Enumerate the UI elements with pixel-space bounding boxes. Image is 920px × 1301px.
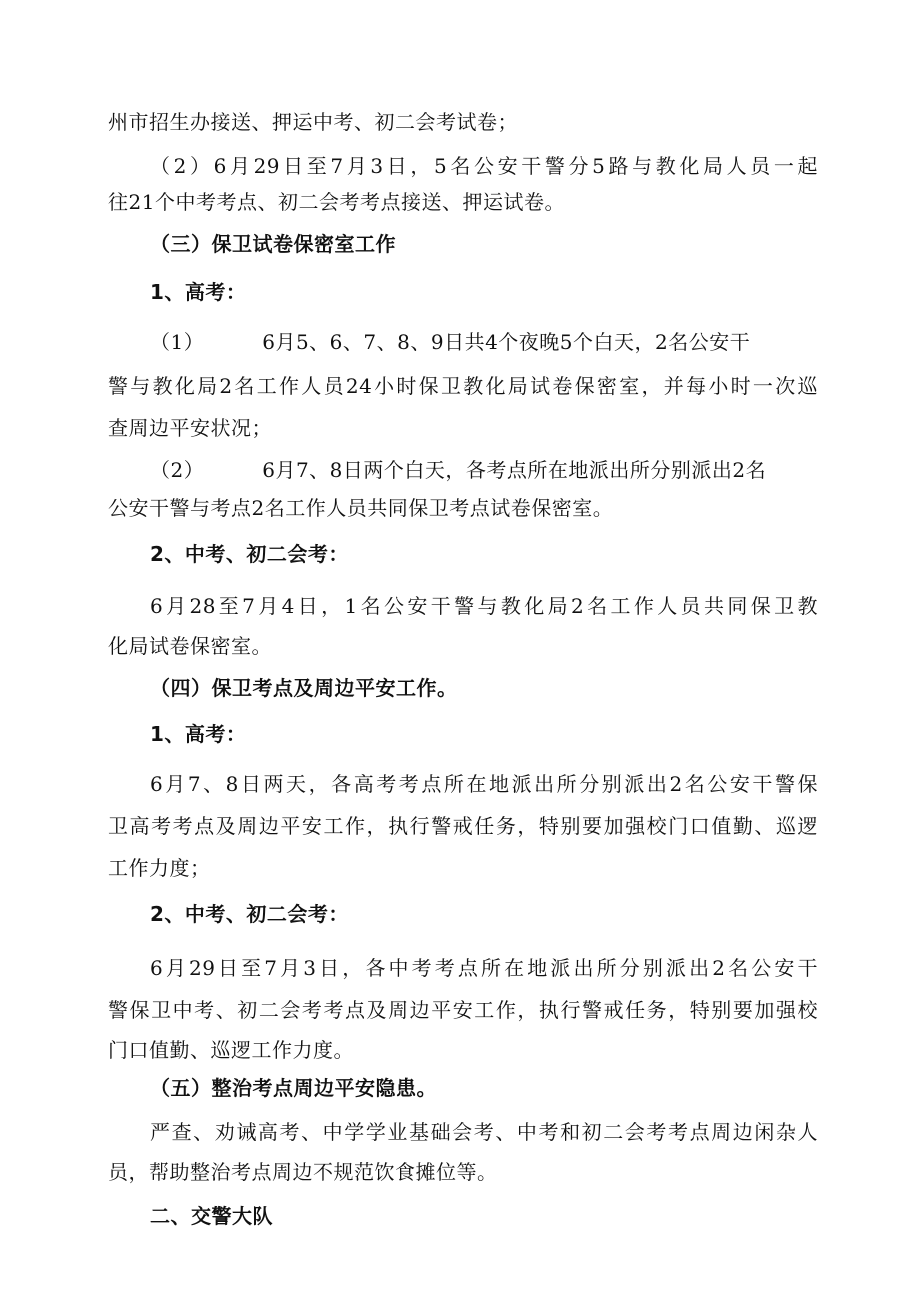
section-heading: 二、交警大队: [150, 1204, 273, 1228]
paragraph-line: 工作力度；: [108, 856, 211, 880]
paragraph-line: 6月7、8日两天，各高考考点所在地派出所分别派出2名公安干警保: [150, 772, 818, 796]
paragraph-line: （2）6月29日至7月3日，5名公安干警分5路与教化局人员一起: [150, 154, 818, 178]
paragraph-line: 州市招生办接送、押运中考、初二会考试卷；: [108, 110, 518, 134]
paragraph-line: 查周边平安状况；: [108, 416, 272, 440]
section-heading: （三）保卫试卷保密室工作: [150, 232, 396, 256]
paragraph-line: 警保卫中考、初二会考考点及周边平安工作，执行警戒任务，特别要加强校: [108, 998, 818, 1022]
paragraph-line: 化局试卷保密室。: [108, 634, 272, 658]
paragraph-line: 严查、劝诫高考、中学学业基础会考、中考和初二会考考点周边闲杂人: [150, 1120, 818, 1144]
paragraph-line: 往21个中考考点、初二会考考点接送、押运试卷。: [108, 190, 565, 214]
section-heading: （四）保卫考点及周边平安工作。: [150, 676, 458, 700]
paragraph-line: 公安干警与考点2名工作人员共同保卫考点试卷保密室。: [108, 496, 614, 520]
paragraph-line: 门口值勤、巡逻工作力度。: [108, 1038, 354, 1062]
paragraph-line: 6月29日至7月3日，各中考考点所在地派出所分别派出2名公安干: [150, 956, 818, 980]
paragraph-line: 6月28至7月4日，1名公安干警与教化局2名工作人员共同保卫教: [150, 594, 818, 618]
paragraph-line: [150, 328, 818, 356]
paragraph-line: 警与教化局2名工作人员24小时保卫教化局试卷保密室，并每小时一次巡: [108, 374, 818, 398]
subsection-heading: 1、高考：: [150, 722, 247, 746]
paragraph-line: [150, 456, 818, 484]
paragraph-line: 员，帮助整治考点周边不规范饮食摊位等。: [108, 1160, 498, 1184]
item-number: （1）: [150, 330, 205, 354]
subsection-heading: 2、中考、初二会考：: [150, 902, 349, 926]
item-number: （2）: [150, 458, 205, 482]
subsection-heading: 2、中考、初二会考：: [150, 542, 349, 566]
paragraph-line: 卫高考考点及周边平安工作，执行警戒任务，特别要加强校门口值勤、巡逻: [108, 814, 818, 838]
subsection-heading: 1、高考：: [150, 280, 247, 304]
item-text: 6月7、8日两个白天，各考点所在地派出所分别派出2名: [262, 458, 767, 482]
item-text: 6月5、6、7、8、9日共4个夜晚5个白天，2名公安干: [262, 330, 751, 354]
section-heading: （五）整治考点周边平安隐患。: [150, 1076, 437, 1100]
